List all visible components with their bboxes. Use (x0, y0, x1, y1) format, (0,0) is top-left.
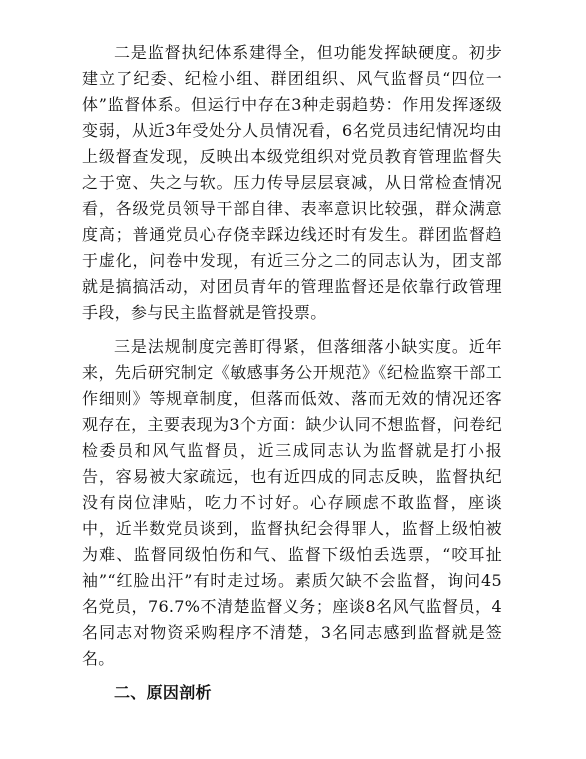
section-heading-cause-analysis: 二、原因剖析 (114, 683, 212, 702)
paragraph-supervision-system: 二是监督执纪体系建得全，但功能发挥缺硬度。初步建立了纪委、纪检小组、群团组织、风气监督员“四位一体”监督体系。但运行中存在3种走弱趋势：作用发挥逐级变弱，从近3年受处分人员情况看，6名党员违纪情况均由上级督查发现，反映出本级党组织对党员教育管理监督失之于宽、失之与软。压力传导层层衰减，从日常检查情况看，各级党员领导干部自律、表率意识比较强，群众满意度高；普通党员心存侥幸踩边线还时有发生。群团监督趋于虚化，问卷中发现，有近三分之二的同志认为，团支部就是搞搞活动，对团员青年的管理监督还是依靠行政管理手段，参与民主监督就是管投票。 (82, 43, 502, 322)
paragraph-regulations: 三是法规制度完善盯得紧，但落细落小缺实度。近年来，先后研究制定《敏感事务公开规范》《纪检监察干部工作细则》等规章制度，但落而低效、落而无效的情况还客观存在，主要表现为3个方面：缺少认同不想监督，问卷纪检委员和风气监督员，近三成同志认为监督就是打小报告，容易被大家疏远，也有近四成的同志反映，监督执纪没有岗位津贴，吃力不讨好。心存顾虑不敢监督，座谈中，近半数党员谈到，监督执纪会得罪人，监督上级怕被为难、监督同级怕伤和气、监督下级怕丢选票，“咬耳扯袖”“红脸出汗”有时走过场。素质欠缺不会监督，询问45名党员，76.7%不清楚监督义务；座谈8名风气监督员，4名同志对物资采购程序不清楚，3名同志感到监督就是签名。 (82, 337, 502, 668)
document-page (82, 40, 502, 706)
